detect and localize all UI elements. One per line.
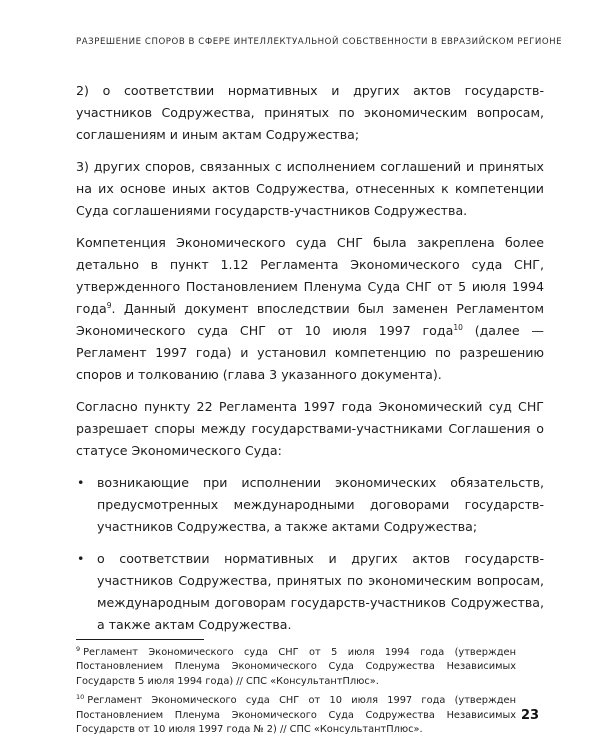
bullet-icon: • xyxy=(77,475,85,490)
list-item-2: 2) о соответствии нормативных и других актов государств-участников Содружества, принятых по экономическим вопросам, соглашениям и иным актам Содружества; xyxy=(76,83,544,142)
footnote-text: Регламент Экономического суда СНГ от 5 июля 1994 года (утвержден Постановлением Пленума Экономического Суда Содружества Независимых Государств 5 июля 1994 года) // СПС «КонсультантПлюс». xyxy=(76,647,516,687)
list-item-3: 3) других споров, связанных с исполнением соглашений и принятых на их основе иных актов Содружества, отнесенных к компетенции Суда соглашениями государств-участников Содружества. xyxy=(76,159,544,218)
bullet-text: о соответствии нормативных и других актов государств-участников Содружества, принятых по экономическим вопросам, международным договорам государств-участников Содружества, а также актам Содружества. xyxy=(97,551,544,632)
bullet-item xyxy=(76,548,544,636)
footnote-10 xyxy=(76,694,516,737)
footnote-9 xyxy=(76,646,516,689)
footnote-ref-9[interactable]: 9 xyxy=(106,300,112,310)
bullet-icon: • xyxy=(77,551,85,566)
competence-text-part2: . Данный документ впоследствии был заменен Регламентом Экономического суда СНГ от 10 июля 1997 года xyxy=(76,301,544,338)
footnote-number: 9 xyxy=(76,644,81,653)
footnote-number: 10 xyxy=(76,692,85,701)
competence-text-part3: (далее — Регламент 1997 года) и установил компетенцию по разрешению споров и толкованию (глава 3 указанного документа). xyxy=(76,323,544,382)
bullet-list xyxy=(76,472,544,636)
footnote-divider xyxy=(76,639,204,640)
bullet-item xyxy=(76,472,544,538)
bullet-text: возникающие при исполнении экономических обязательств, предусмотренных международными договорами государств-участников Содружества, а также актами Содружества; xyxy=(97,475,544,534)
main-text xyxy=(76,80,544,646)
competence-paragraph xyxy=(76,232,544,386)
footnote-ref-10[interactable]: 10 xyxy=(453,322,463,332)
running-header: РАЗРЕШЕНИЕ СПОРОВ В СФЕРЕ ИНТЕЛЛЕКТУАЛЬНОЙ СОБСТВЕННОСТИ В ЕВРАЗИЙСКОМ РЕГИОНЕ xyxy=(76,37,563,47)
reglament-paragraph: Согласно пункту 22 Регламента 1997 года Экономический суд СНГ разрешает споры между государствами-участниками Соглашения о статусе Экономического Суда: xyxy=(76,399,544,458)
footnote-text: Регламент Экономического суда СНГ от 10 июля 1997 года (утвержден Постановлением Пленума Экономического Суда Содружества Независимых Государств от 10 июля 1997 года № 2) // СПС «КонсультантПлюс». xyxy=(76,695,516,736)
footnotes xyxy=(76,646,516,742)
competence-text-part1: Компетенция Экономического суда СНГ была закреплена более детально в пункт 1.12 Регламента Экономического суда СНГ, утвержденного Постановлением Пленума Суда СНГ от 5 июля 1994 года xyxy=(76,235,544,316)
page-number: 23 xyxy=(521,708,540,723)
